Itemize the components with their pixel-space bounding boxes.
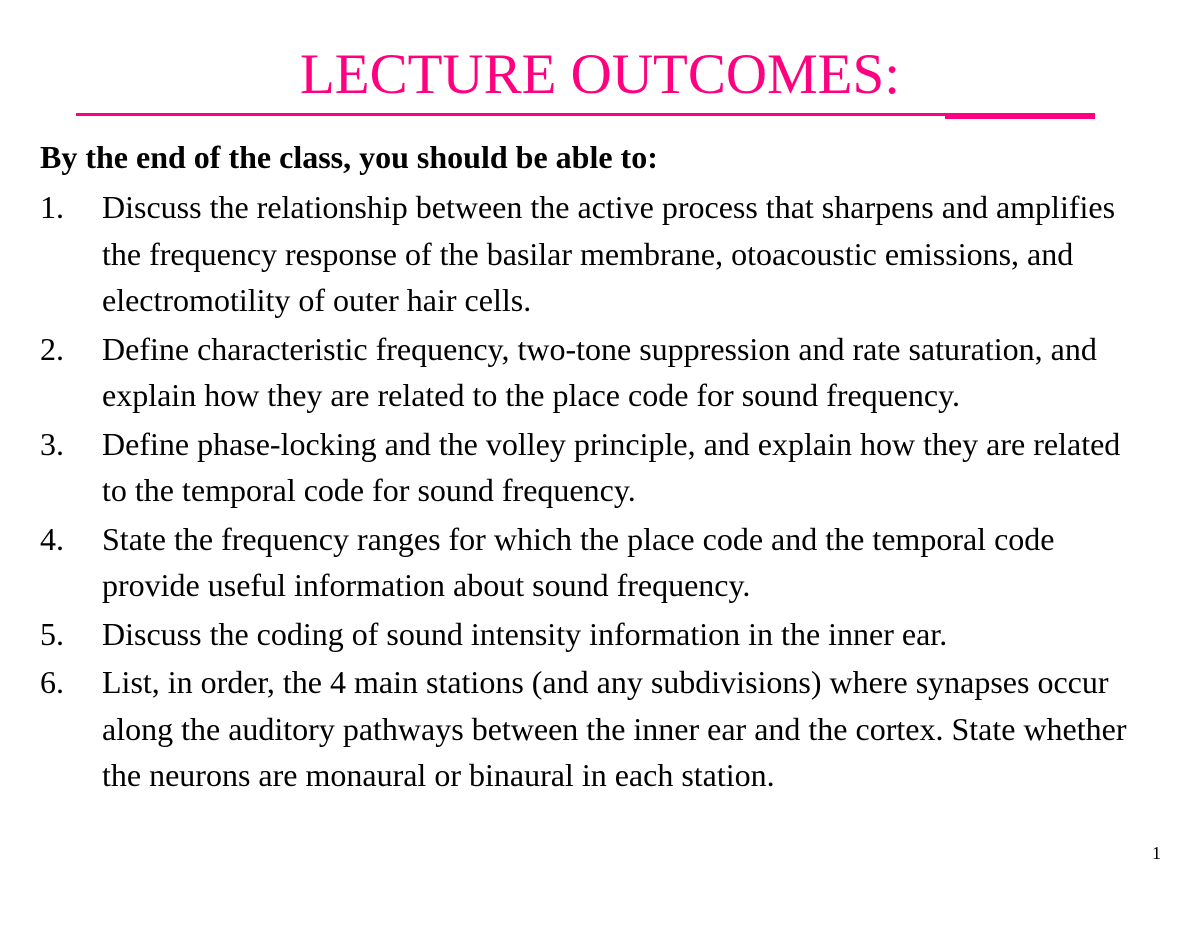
outcome-number: 1. [40,189,64,225]
outcome-item-1 [40,184,1150,324]
outcome-item-2 [40,326,1150,419]
outcome-number: 5. [40,615,64,652]
outcome-text: Define phase-locking and the volley principle, and explain how they are related to the temporal code for sound frequency. [102,425,1121,508]
page-number: 1 [1152,843,1161,863]
outcomes-list [40,184,1150,801]
slide-title: LECTURE OUTCOMES: [299,43,901,106]
outcome-text: List, in order, the 4 main stations (and any subdivisions) where synapses occur along the auditory pathways between the inner ear and the cortex. State whether the neurons are monaural or binaural in each station. [102,664,1127,793]
outcome-number: 6. [40,664,64,700]
outcome-item-5 [40,611,1150,658]
title-underline [76,113,1095,116]
title-underline-accent [945,113,1095,119]
outcome-number: 3. [40,425,64,462]
outcome-item-4 [40,516,1150,609]
outcome-item-3 [40,421,1150,514]
outcome-text: Discuss the relationship between the active process that sharpens and amplifies the frequency response of the basilar membrane, otoacoustic emissions, and electromotility of outer hair cells. [102,189,1116,318]
intro-text: By the end of the class, you should be able to: [40,139,658,175]
outcome-number: 4. [40,520,64,557]
outcome-text: Define characteristic frequency, two-tone suppression and rate saturation, and explain how they are related to the place code for sound frequency. [102,330,1097,413]
outcome-item-6 [40,659,1150,799]
outcome-number: 2. [40,330,64,367]
outcome-text: State the frequency ranges for which the place code and the temporal code provide useful information about sound frequency. [102,520,1055,603]
outcome-text: Discuss the coding of sound intensity information in the inner ear. [102,615,948,652]
